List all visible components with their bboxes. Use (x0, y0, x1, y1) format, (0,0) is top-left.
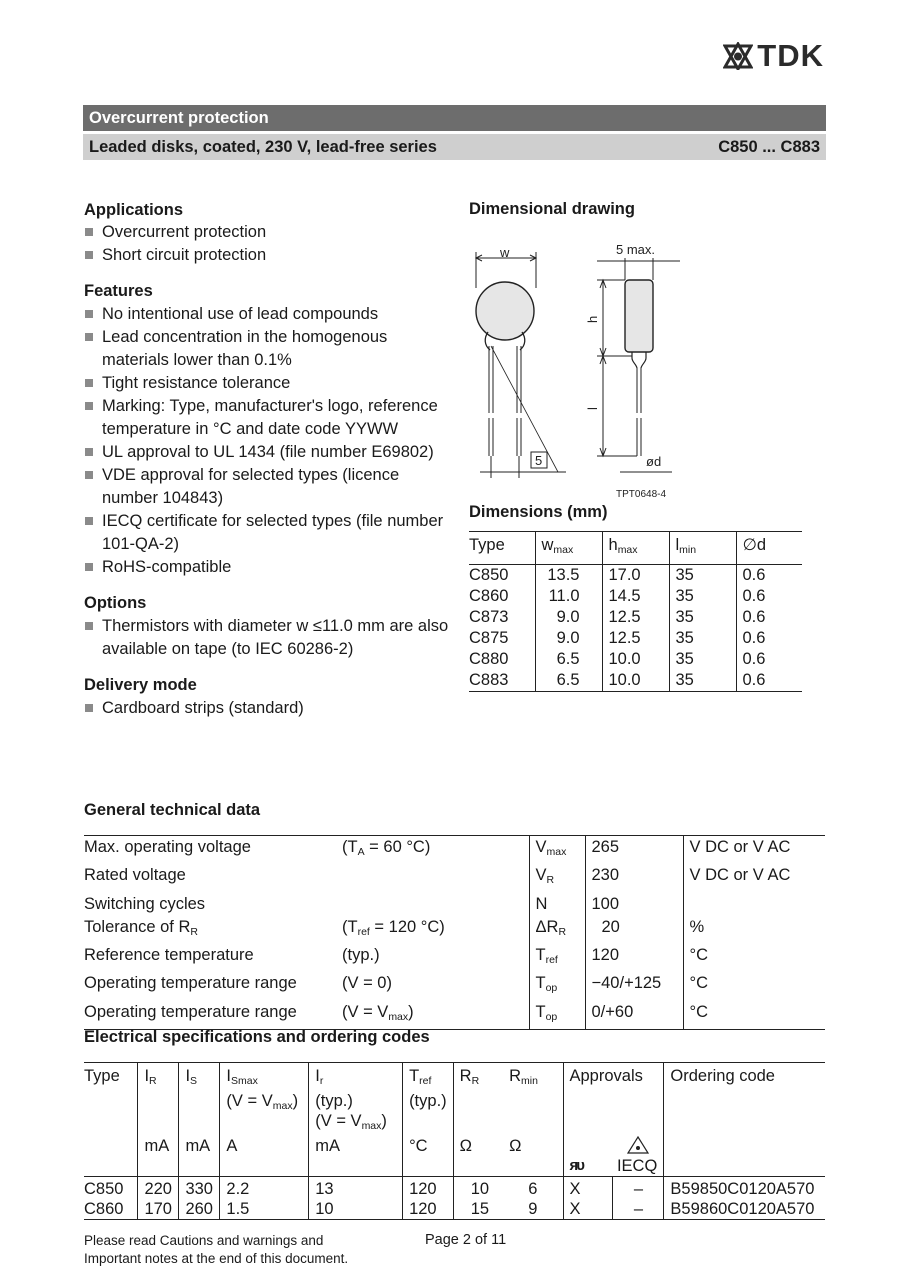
unit-ires: mA (309, 1136, 403, 1177)
applications-section (84, 200, 454, 267)
dim-cell-type: C883 (469, 670, 535, 692)
gen-symbol: N (529, 893, 585, 916)
elec-cell-ismax: 1.5 (220, 1199, 309, 1220)
options-section (84, 592, 454, 661)
dim-cell-l: 35 (669, 649, 736, 670)
dim-cell-w: 11.0 (535, 586, 602, 607)
applications-item: Short circuit protection (84, 244, 454, 267)
unit-ismax: A (220, 1136, 309, 1177)
general-table (84, 835, 825, 1030)
dim-cell-l: 35 (669, 565, 736, 587)
dim-cell-h: 14.5 (602, 586, 669, 607)
elec-head-type: Type (84, 1063, 138, 1137)
features-item: No intentional use of lead compounds (84, 303, 454, 326)
applications-title: Applications (84, 201, 184, 219)
elec-head-ir: $I_R$ (138, 1063, 179, 1137)
dimensions-row (469, 607, 802, 628)
footer-note (84, 1232, 348, 1268)
gen-value: 120 (585, 944, 683, 972)
elec-units-row (84, 1136, 825, 1177)
tdk-logo (723, 38, 824, 74)
page-number: Page 2 of 11 (425, 1232, 507, 1248)
elec-cell-rr: 15 (453, 1199, 503, 1220)
gen-value: −40/+125 (585, 972, 683, 1000)
general-row (84, 864, 825, 892)
features-item: Marking: Type, manufacturer's logo, reference temperature in °C and date code YYWW (84, 395, 454, 441)
gen-condition (336, 864, 529, 892)
general-row (84, 836, 825, 865)
dimensions-row (469, 628, 802, 649)
gen-condition: $(V = V_{max})$ (336, 1001, 529, 1030)
options-title: Options (84, 594, 147, 612)
dim-cell-w: 6.5 (535, 670, 602, 692)
dim-cell-h: 12.5 (602, 607, 669, 628)
dim-head-h: $h_{max}$ (602, 532, 669, 565)
delivery-title: Delivery mode (84, 676, 197, 694)
dim-cell-d: 0.6 (736, 565, 802, 587)
dim-cell-h: 17.0 (602, 565, 669, 587)
dimensions-row (469, 649, 802, 670)
applications-list (84, 221, 454, 267)
tdk-emblem-icon (723, 42, 753, 70)
elec-head-is: $I_S$ (179, 1063, 220, 1137)
drawing-ref: TPT0648-4 (616, 489, 667, 500)
dim-cell-w: 9.0 (535, 628, 602, 649)
footer-note-line1: Please read Cautions and warnings and (84, 1233, 324, 1248)
elec-row (84, 1199, 825, 1220)
gen-condition: ($T_A = 60$ °C) (336, 836, 529, 865)
label-l: l (585, 407, 600, 410)
gen-symbol: $T_{op}$ (529, 972, 585, 1000)
electrical-table (84, 1062, 825, 1220)
drawing-title: Dimensional drawing (469, 200, 635, 218)
unit-rr: Ω (453, 1136, 503, 1177)
label-h: h (585, 315, 600, 323)
dimensions-header-row (469, 532, 802, 565)
features-item: Tight resistance tolerance (84, 372, 454, 395)
label-5: 5 (535, 453, 543, 468)
unit-tref: °C (403, 1136, 454, 1177)
dim-cell-h: 12.5 (602, 628, 669, 649)
dimensions-row (469, 565, 802, 587)
dimensions-row (469, 670, 802, 692)
gen-value: 265 (585, 836, 683, 865)
gen-symbol: $T_{op}$ (529, 1001, 585, 1030)
dim-head-w: $w_{max}$ (535, 532, 602, 565)
features-section (84, 280, 454, 579)
elec-head-ordering: Ordering code (664, 1063, 825, 1137)
gen-symbol: $T_{ref}$ (529, 944, 585, 972)
gen-condition (336, 893, 529, 916)
gen-param: Switching cycles (84, 894, 206, 913)
general-title: General technical data (84, 801, 261, 819)
gen-param: Operating temperature range (84, 974, 297, 993)
gen-value: 100 (585, 893, 683, 916)
gen-condition: (typ.) (342, 946, 380, 965)
elec-cell-is: 330 (179, 1177, 220, 1200)
gen-unit: V DC or V AC (683, 836, 825, 865)
elec-cell-ir: 220 (138, 1177, 179, 1200)
label-w: w (500, 245, 510, 260)
dim-cell-d: 0.6 (736, 607, 802, 628)
general-row (84, 944, 825, 972)
dim-head-l: $l_{min}$ (669, 532, 736, 565)
gen-param: Max. operating voltage (84, 836, 336, 865)
features-title: Features (84, 282, 153, 300)
gen-condition: (V = 0) (342, 974, 392, 993)
elec-cell-rmin: 6 (528, 1180, 538, 1198)
features-item: RoHS-compatible (84, 556, 454, 579)
elec-cell-tref: 120 (403, 1199, 454, 1220)
dim-cell-d: 0.6 (736, 586, 802, 607)
gen-param: Rated voltage (84, 866, 186, 885)
label-d: ød (646, 454, 662, 469)
gen-param: Reference temperature (84, 946, 254, 965)
elec-head-rr: $R_R$ (453, 1063, 503, 1137)
elec-header-row (84, 1063, 825, 1137)
options-item: Thermistors with diameter w ≤11.0 mm are also available on tape (to IEC 60286-2) (84, 615, 454, 661)
dimensions-row (469, 586, 802, 607)
gen-unit: °C (683, 972, 825, 1000)
applications-item: Overcurrent protection (84, 221, 454, 244)
unit-ir: mA (138, 1136, 179, 1177)
general-row (84, 1001, 825, 1030)
gen-symbol: $V_{max}$ (529, 836, 585, 865)
gen-unit (683, 893, 825, 916)
dim-cell-type: C850 (469, 566, 509, 584)
series-title: Leaded disks, coated, 230 V, lead-free series (89, 138, 437, 156)
features-list (84, 303, 454, 579)
series-range: C850 ... C883 (718, 138, 820, 156)
elec-cell-code: B59850C0120A570 (664, 1177, 825, 1200)
category-bar: Overcurrent protection (83, 105, 826, 131)
features-item: UL approval to UL 1434 (file number E69802) (84, 441, 454, 464)
elec-cell-code: B59860C0120A570 (664, 1199, 825, 1220)
gen-unit: % (683, 916, 825, 944)
elec-cell-ires: 13 (309, 1177, 403, 1200)
dim-cell-w: 13.5 (535, 565, 602, 587)
left-column (84, 200, 454, 720)
elec-cell-ismax: 2.2 (220, 1177, 309, 1200)
gen-param: Tolerance of $R_R$ (84, 917, 198, 938)
gen-value: 0/+60 (585, 1001, 683, 1030)
features-item: IECQ certificate for selected types (file number 101-QA-2) (84, 510, 454, 556)
elec-cell-iecq: – (613, 1199, 664, 1220)
dimensions-title: Dimensions (mm) (469, 503, 608, 521)
elec-cell-rr: 10 (453, 1177, 503, 1200)
dim-head-d: ∅d (736, 532, 802, 565)
label-5max: 5 max. (616, 242, 656, 257)
unit-is: mA (179, 1136, 220, 1177)
dimensions-table (469, 531, 802, 692)
gen-symbol: $V_R$ (529, 864, 585, 892)
elec-row (84, 1177, 825, 1200)
elec-cell-ul: X (563, 1199, 613, 1220)
gen-value: 20 (585, 916, 683, 944)
dim-cell-d: 0.6 (736, 628, 802, 649)
gen-symbol: $\Delta R_R$ (529, 916, 585, 944)
options-list (84, 615, 454, 661)
gen-value: 230 (585, 864, 683, 892)
general-row (84, 972, 825, 1000)
delivery-list (84, 697, 454, 720)
unit-ul (563, 1136, 613, 1177)
elec-head-ismax: $I_{Smax}$ $(V = V_{max})$ (220, 1063, 309, 1137)
elec-cell-type: C850 (84, 1180, 124, 1198)
dim-cell-l: 35 (669, 607, 736, 628)
dim-cell-h: 10.0 (602, 670, 669, 692)
ul-mark-icon: ᴙᴜ (569, 1157, 583, 1174)
dim-cell-l: 35 (669, 670, 736, 692)
dim-cell-d: 0.6 (736, 670, 802, 692)
dim-cell-type: C875 (469, 629, 509, 647)
gen-condition: ($T_{ref} = 120$ °C) (342, 917, 445, 938)
features-item: Lead concentration in the homogenous materials lower than 0.1% (84, 326, 454, 372)
dim-head-type: Type (469, 532, 535, 565)
elec-cell-ul: X (563, 1177, 613, 1200)
dim-cell-d: 0.6 (736, 649, 802, 670)
footer-note-line2: Important notes at the end of this document. (84, 1251, 349, 1266)
gen-param: Operating temperature range (84, 1001, 336, 1030)
general-row (84, 893, 825, 916)
elec-cell-ir: 170 (138, 1199, 179, 1220)
gen-unit: °C (683, 1001, 825, 1030)
dim-cell-w: 6.5 (535, 649, 602, 670)
elec-head-approvals: Approvals (563, 1063, 664, 1137)
elec-head-ires: $I_r$ (typ.) $(V = V_{max})$ (309, 1063, 403, 1137)
delivery-item: Cardboard strips (standard) (84, 697, 454, 720)
dim-cell-h: 10.0 (602, 649, 669, 670)
delivery-section (84, 674, 454, 720)
elec-cell-is: 260 (179, 1199, 220, 1220)
dim-cell-l: 35 (669, 586, 736, 607)
elec-cell-rmin: 9 (503, 1199, 563, 1220)
electrical-title: Electrical specifications and ordering codes (84, 1028, 430, 1046)
dim-cell-type: C873 (469, 608, 509, 626)
gen-unit: V DC or V AC (683, 864, 825, 892)
general-row (84, 916, 825, 944)
iecq-mark-icon (627, 1136, 649, 1154)
gen-unit: °C (683, 944, 825, 972)
elec-cell-iecq: – (613, 1177, 664, 1200)
series-bar (83, 134, 826, 160)
logo-text: TDK (757, 38, 824, 73)
unit-iecq: IECQ (613, 1136, 664, 1177)
dim-cell-w: 9.0 (535, 607, 602, 628)
dimensional-drawing (460, 228, 700, 503)
elec-cell-ires: 10 (309, 1199, 403, 1220)
dim-cell-type: C880 (469, 650, 509, 668)
elec-cell-type: C860 (84, 1199, 138, 1220)
elec-head-rmin: $R_{min}$ (503, 1063, 563, 1137)
elec-head-tref: $T_{ref}$ (typ.) (403, 1063, 454, 1137)
features-item: VDE approval for selected types (licence number 104843) (84, 464, 454, 510)
elec-cell-tref: 120 (403, 1177, 454, 1200)
unit-rmin: Ω (503, 1136, 563, 1177)
dim-cell-type: C860 (469, 587, 509, 605)
dim-cell-l: 35 (669, 628, 736, 649)
